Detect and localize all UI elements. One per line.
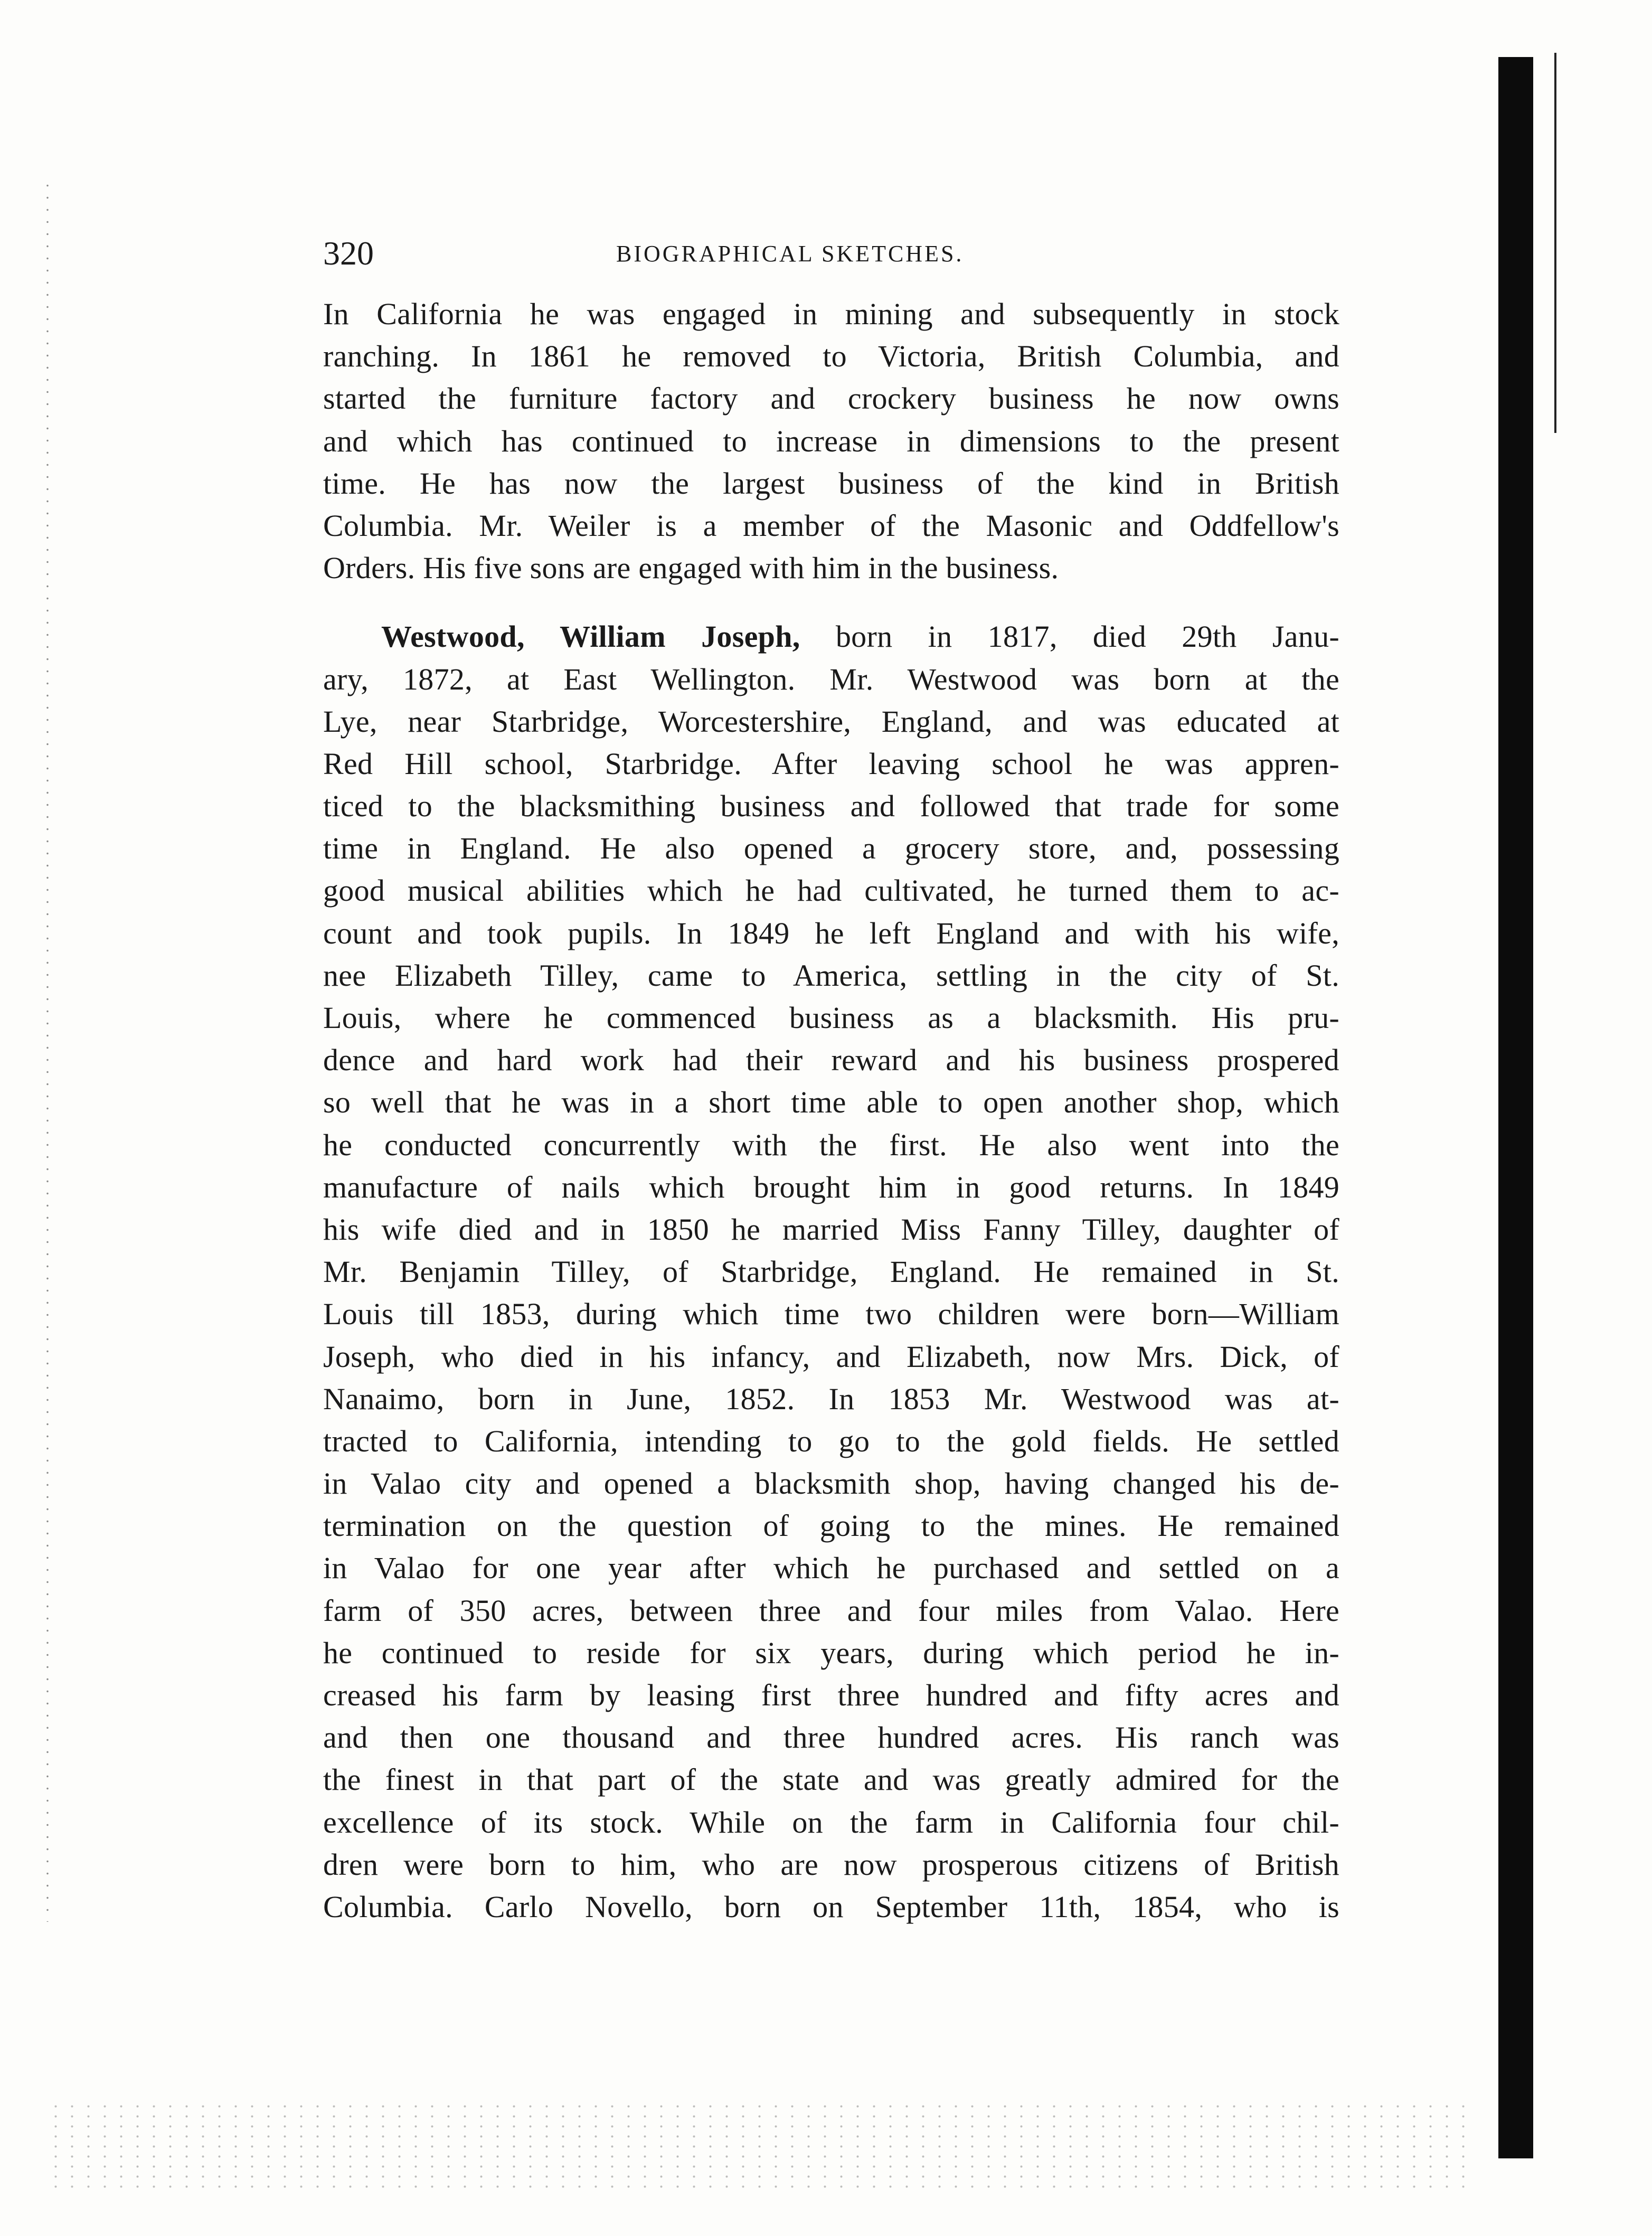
text-line: Louis till 1853, during which time two children were born—William [323, 1297, 1339, 1332]
bottom-speckle [48, 2101, 1473, 2191]
text-line: Joseph, who died in his infancy, and Elizabeth, now Mrs. Dick, of [323, 1339, 1339, 1374]
text-line-first [323, 616, 1339, 658]
paragraph-weiler [323, 293, 1339, 589]
entry-name: Westwood, William Joseph, [381, 619, 800, 654]
text-line: dren were born to him, who are now prosperous citizens of British [323, 1847, 1339, 1882]
text-line: in Valao city and opened a blacksmith shop, having changed his de- [323, 1466, 1339, 1501]
text-line: so well that he was in a short time able to open another shop, which [323, 1085, 1339, 1120]
text-line: In California he was engaged in mining and subsequently in stock [323, 297, 1339, 331]
text-line: time in England. He also opened a grocery store, and, possessing [323, 831, 1339, 866]
text-line: and then one thousand and three hundred acres. His ranch was [323, 1720, 1339, 1755]
text-line: in Valao for one year after which he purchased and settled on a [323, 1551, 1339, 1586]
text-line: farm of 350 acres, between three and four miles from Valao. Here [323, 1593, 1339, 1628]
text-line: his wife died and in 1850 he married Miss Fanny Tilley, daughter of [323, 1212, 1339, 1247]
text-line: and which has continued to increase in dimensions to the present [323, 423, 1339, 458]
text-line: manufacture of nails which brought him in good returns. In 1849 [323, 1169, 1339, 1204]
entry-first-line-rest: born in 1817, died 29th Janu- [800, 619, 1340, 654]
text-line: excellence of its stock. While on the farm in California four chil- [323, 1805, 1339, 1839]
binding-shadow [1498, 57, 1533, 2158]
text-line: he conducted concurrently with the first. He also went into the [323, 1127, 1339, 1162]
binding-edge-line [1554, 53, 1556, 433]
text-line: good musical abilities which he had cultivated, he turned them to ac- [323, 873, 1339, 908]
text-line: dence and hard work had their reward and his business prospered [323, 1043, 1339, 1078]
text-line: Mr. Benjamin Tilley, of Starbridge, England. He remained in St. [323, 1254, 1339, 1289]
paragraph-spacer [323, 589, 1339, 616]
text-line: ticed to the blacksmithing business and followed that trade for some [323, 789, 1339, 824]
text-line: Nanaimo, born in June, 1852. In 1853 Mr. Westwood was at- [323, 1381, 1339, 1416]
text-line: count and took pupils. In 1849 he left England and with his wife, [323, 916, 1339, 950]
running-head-title: BIOGRAPHICAL SKETCHES. [616, 241, 964, 267]
body-text [323, 293, 1339, 1928]
text-line: ranching. In 1861 he removed to Victoria, British Columbia, and [323, 339, 1339, 374]
text-line: Louis, where he commenced business as a blacksmith. His pru- [323, 1001, 1339, 1035]
text-line: Red Hill school, Starbridge. After leaving school he was appren- [323, 746, 1339, 781]
text-line: nee Elizabeth Tilley, came to America, settling in the city of St. [323, 958, 1339, 993]
text-line: started the furniture factory and crockery business he now owns [323, 381, 1339, 416]
text-line: creased his farm by leasing first three hundred and fifty acres and [323, 1678, 1339, 1712]
text-line: time. He has now the largest business of the kind in British [323, 466, 1339, 501]
page-number: 320 [323, 234, 374, 272]
running-head [323, 235, 1289, 272]
text-line: Lye, near Starbridge, Worcestershire, England, and was educated at [323, 704, 1339, 739]
text-line: Columbia. Carlo Novello, born on September 11th, 1854, who is [323, 1889, 1339, 1924]
text-line: termination on the question of going to the mines. He remained [323, 1508, 1339, 1543]
text-line: ary, 1872, at East Wellington. Mr. Westwood was born at the [323, 662, 1339, 696]
text-line: he continued to reside for six years, during which period he in- [323, 1635, 1339, 1670]
text-line: Columbia. Mr. Weiler is a member of the Masonic and Oddfellow's [323, 508, 1339, 543]
margin-speckle [37, 180, 58, 1922]
text-line: the finest in that part of the state and was greatly admired for the [323, 1762, 1339, 1797]
paragraph-westwood [323, 616, 1339, 1928]
text-line: tracted to California, intending to go to the gold fields. He settled [323, 1423, 1339, 1458]
text-line: Orders. His five sons are engaged with him in the business. [323, 551, 1059, 586]
